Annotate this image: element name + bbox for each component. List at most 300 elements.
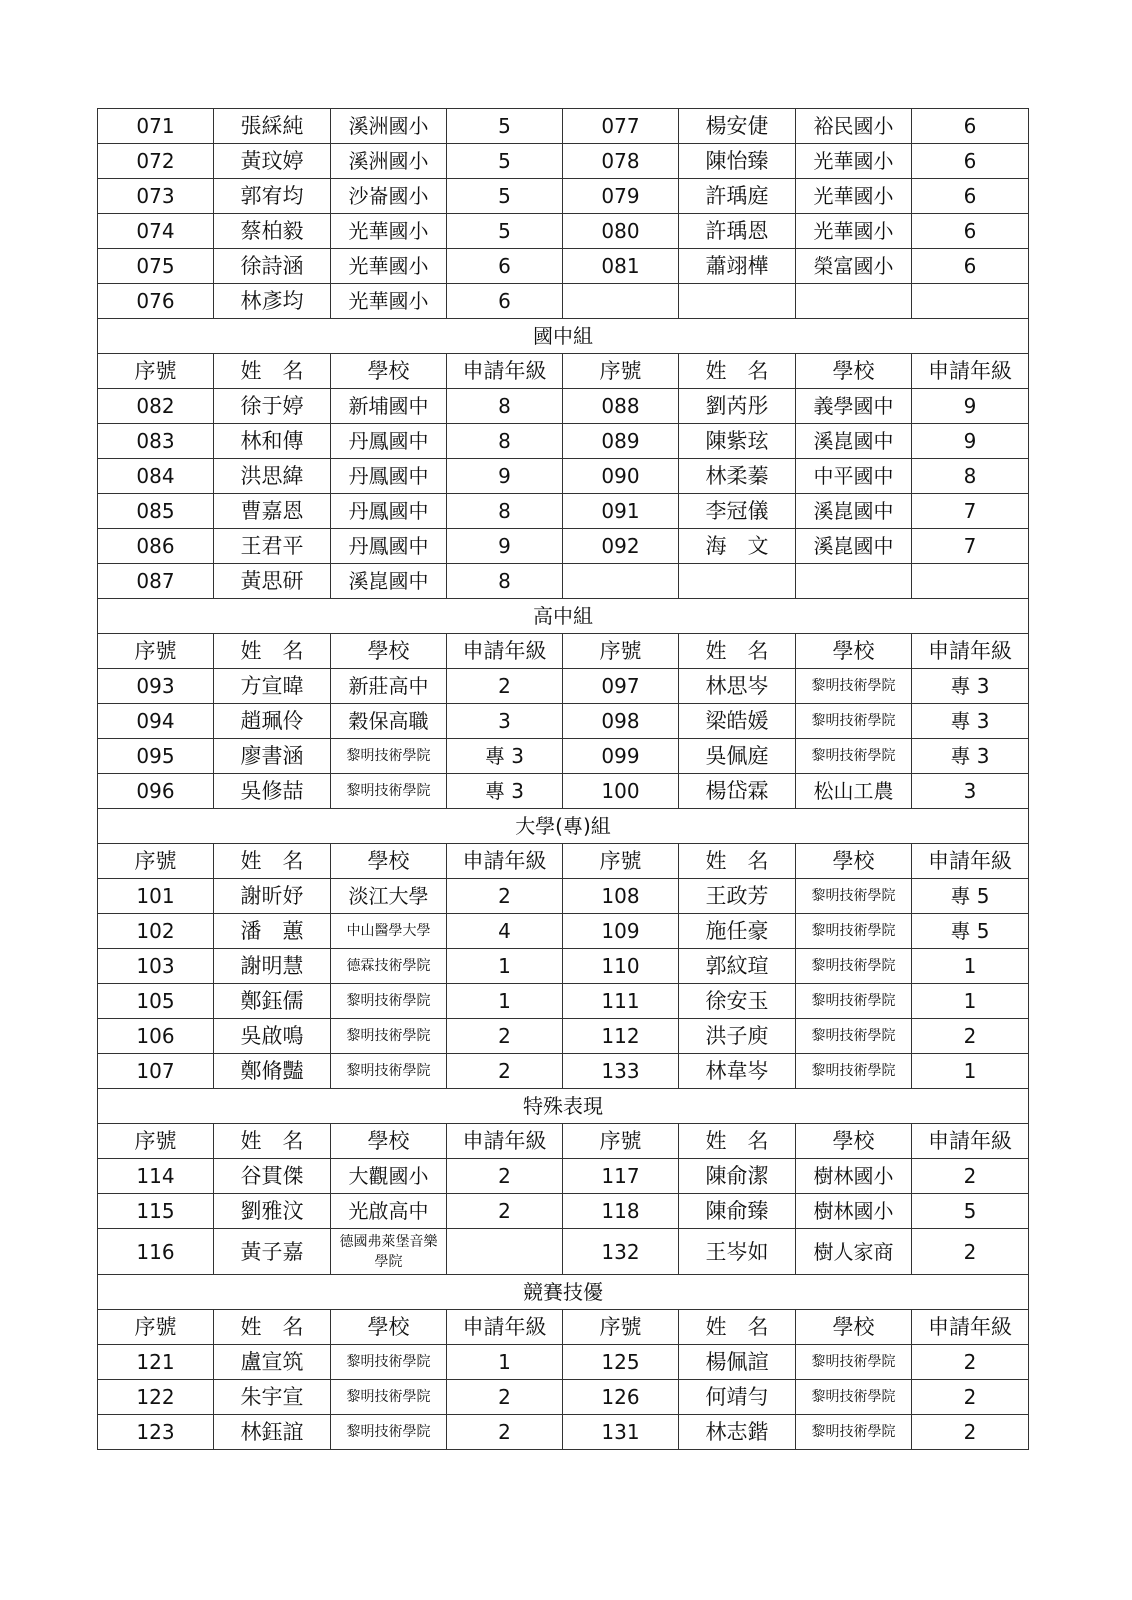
cell-grade: 1 xyxy=(912,949,1029,984)
cell-school: 光華國小 xyxy=(331,249,447,284)
cell-name: 王君平 xyxy=(214,529,331,564)
cell-name: 洪子庾 xyxy=(679,1019,796,1054)
column-header-name: 姓 名 xyxy=(679,1124,796,1159)
cell-seq: 081 xyxy=(563,249,679,284)
table-row xyxy=(98,109,1029,144)
column-header-grade: 申請年級 xyxy=(912,634,1029,669)
cell-school: 丹鳳國中 xyxy=(331,529,447,564)
column-header-seq: 序號 xyxy=(98,1124,214,1159)
cell-seq: 096 xyxy=(98,774,214,809)
cell-name: 鄭脩豔 xyxy=(214,1054,331,1089)
cell-school: 淡江大學 xyxy=(331,879,447,914)
cell-school: 丹鳳國中 xyxy=(331,494,447,529)
cell-name: 黃子嘉 xyxy=(214,1229,331,1275)
cell-grade: 4 xyxy=(447,914,563,949)
section-title-row xyxy=(98,319,1029,354)
cell-grade: 9 xyxy=(912,424,1029,459)
section-title-row xyxy=(98,809,1029,844)
table-row xyxy=(98,669,1029,704)
cell-grade: 9 xyxy=(447,459,563,494)
cell-seq: 110 xyxy=(563,949,679,984)
cell-name: 吳啟鳴 xyxy=(214,1019,331,1054)
cell-school: 溪崑國中 xyxy=(331,564,447,599)
cell-grade: 專 3 xyxy=(912,739,1029,774)
cell-seq: 073 xyxy=(98,179,214,214)
cell-seq: 105 xyxy=(98,984,214,1019)
cell-grade: 2 xyxy=(447,879,563,914)
cell-school: 黎明技術學院 xyxy=(331,984,447,1019)
column-header-school: 學校 xyxy=(331,1310,447,1345)
cell-seq: 121 xyxy=(98,1345,214,1380)
cell-seq: 126 xyxy=(563,1380,679,1415)
cell-name: 何靖勻 xyxy=(679,1380,796,1415)
cell-name: 洪思緯 xyxy=(214,459,331,494)
cell-grade xyxy=(447,1229,563,1275)
cell-name: 楊安倢 xyxy=(679,109,796,144)
table-row xyxy=(98,284,1029,319)
cell-school: 黎明技術學院 xyxy=(796,1054,912,1089)
cell-grade: 5 xyxy=(447,144,563,179)
cell-school: 丹鳳國中 xyxy=(331,459,447,494)
cell-school: 新埔國中 xyxy=(331,389,447,424)
cell-school: 溪崑國中 xyxy=(796,424,912,459)
cell-seq: 109 xyxy=(563,914,679,949)
cell-grade: 1 xyxy=(912,1054,1029,1089)
column-header-grade: 申請年級 xyxy=(912,844,1029,879)
cell-seq: 112 xyxy=(563,1019,679,1054)
cell-grade: 專 3 xyxy=(912,669,1029,704)
cell-seq: 107 xyxy=(98,1054,214,1089)
section-title: 國中組 xyxy=(98,319,1029,354)
cell-name: 方宣暐 xyxy=(214,669,331,704)
column-header-seq: 序號 xyxy=(563,354,679,389)
cell-grade: 2 xyxy=(447,1380,563,1415)
table-row xyxy=(98,914,1029,949)
column-header-school: 學校 xyxy=(331,1124,447,1159)
column-header-school: 學校 xyxy=(331,844,447,879)
cell-grade: 6 xyxy=(912,109,1029,144)
cell-name: 徐安玉 xyxy=(679,984,796,1019)
cell-school: 光華國小 xyxy=(796,144,912,179)
column-header-name: 姓 名 xyxy=(214,1310,331,1345)
cell-school: 穀保高職 xyxy=(331,704,447,739)
cell-school: 黎明技術學院 xyxy=(331,1054,447,1089)
column-header-row xyxy=(98,844,1029,879)
table-row xyxy=(98,494,1029,529)
cell-seq: 088 xyxy=(563,389,679,424)
cell-grade: 7 xyxy=(912,529,1029,564)
cell-grade: 2 xyxy=(912,1019,1029,1054)
cell-school: 黎明技術學院 xyxy=(796,914,912,949)
cell-grade: 1 xyxy=(912,984,1029,1019)
cell-name: 陳俞臻 xyxy=(679,1194,796,1229)
cell-school: 黎明技術學院 xyxy=(796,1380,912,1415)
cell-seq: 071 xyxy=(98,109,214,144)
cell-seq: 091 xyxy=(563,494,679,529)
cell-school: 義學國中 xyxy=(796,389,912,424)
cell-seq: 072 xyxy=(98,144,214,179)
cell-seq: 115 xyxy=(98,1194,214,1229)
cell-school: 大觀國小 xyxy=(331,1159,447,1194)
column-header-seq: 序號 xyxy=(563,634,679,669)
table-row xyxy=(98,1380,1029,1415)
section-title-row xyxy=(98,599,1029,634)
column-header-seq: 序號 xyxy=(98,844,214,879)
cell-school: 新莊高中 xyxy=(331,669,447,704)
cell-grade: 8 xyxy=(447,389,563,424)
cell-grade: 3 xyxy=(912,774,1029,809)
cell-grade: 專 3 xyxy=(912,704,1029,739)
cell-seq: 133 xyxy=(563,1054,679,1089)
table-row xyxy=(98,1019,1029,1054)
column-header-name: 姓 名 xyxy=(679,1310,796,1345)
cell-school: 樹林國小 xyxy=(796,1159,912,1194)
cell-school: 樹人家商 xyxy=(796,1229,912,1275)
cell-school: 黎明技術學院 xyxy=(331,1380,447,1415)
cell-name: 林思岑 xyxy=(679,669,796,704)
cell-school: 裕民國小 xyxy=(796,109,912,144)
cell-grade: 8 xyxy=(447,494,563,529)
cell-name: 曹嘉恩 xyxy=(214,494,331,529)
column-header-name: 姓 名 xyxy=(679,354,796,389)
cell-grade xyxy=(912,564,1029,599)
column-header-seq: 序號 xyxy=(98,1310,214,1345)
cell-school: 光華國小 xyxy=(796,179,912,214)
cell-seq: 084 xyxy=(98,459,214,494)
cell-grade: 2 xyxy=(447,1019,563,1054)
column-header-school: 學校 xyxy=(796,844,912,879)
cell-seq: 114 xyxy=(98,1159,214,1194)
cell-grade: 5 xyxy=(447,109,563,144)
cell-seq: 075 xyxy=(98,249,214,284)
table-row xyxy=(98,179,1029,214)
cell-grade: 8 xyxy=(447,564,563,599)
cell-seq: 076 xyxy=(98,284,214,319)
cell-name: 黃思研 xyxy=(214,564,331,599)
cell-grade: 2 xyxy=(912,1229,1029,1275)
column-header-name: 姓 名 xyxy=(214,1124,331,1159)
cell-grade: 8 xyxy=(912,459,1029,494)
cell-name: 廖書涵 xyxy=(214,739,331,774)
cell-name: 蔡柏毅 xyxy=(214,214,331,249)
column-header-name: 姓 名 xyxy=(214,634,331,669)
column-header-grade: 申請年級 xyxy=(912,354,1029,389)
cell-seq xyxy=(563,284,679,319)
cell-name: 吳修喆 xyxy=(214,774,331,809)
cell-grade: 1 xyxy=(447,984,563,1019)
cell-name: 劉芮彤 xyxy=(679,389,796,424)
cell-school: 丹鳳國中 xyxy=(331,424,447,459)
cell-name: 李冠儀 xyxy=(679,494,796,529)
cell-school: 黎明技術學院 xyxy=(331,1345,447,1380)
cell-name: 郭紋瑄 xyxy=(679,949,796,984)
cell-seq: 111 xyxy=(563,984,679,1019)
cell-seq: 074 xyxy=(98,214,214,249)
column-header-grade: 申請年級 xyxy=(447,1124,563,1159)
table-row xyxy=(98,1229,1029,1275)
cell-name: 楊岱霖 xyxy=(679,774,796,809)
cell-grade: 1 xyxy=(447,1345,563,1380)
applicant-table xyxy=(97,108,1029,1450)
section-title: 競賽技優 xyxy=(98,1275,1029,1310)
cell-seq: 106 xyxy=(98,1019,214,1054)
cell-name: 林韋岑 xyxy=(679,1054,796,1089)
cell-name: 蕭翊樺 xyxy=(679,249,796,284)
cell-school xyxy=(796,564,912,599)
column-header-row xyxy=(98,1310,1029,1345)
cell-school: 沙崙國小 xyxy=(331,179,447,214)
cell-grade: 5 xyxy=(447,214,563,249)
cell-school: 黎明技術學院 xyxy=(796,949,912,984)
column-header-row xyxy=(98,1124,1029,1159)
cell-grade xyxy=(912,284,1029,319)
cell-name: 趙珮伶 xyxy=(214,704,331,739)
cell-seq: 077 xyxy=(563,109,679,144)
cell-name: 謝明慧 xyxy=(214,949,331,984)
applicant-sheet xyxy=(97,108,1028,1450)
cell-school: 榮富國小 xyxy=(796,249,912,284)
cell-name: 徐于婷 xyxy=(214,389,331,424)
column-header-seq: 序號 xyxy=(563,844,679,879)
table-row xyxy=(98,529,1029,564)
cell-name: 張綵純 xyxy=(214,109,331,144)
cell-school: 黎明技術學院 xyxy=(796,1345,912,1380)
cell-grade: 9 xyxy=(912,389,1029,424)
cell-grade: 專 3 xyxy=(447,739,563,774)
cell-grade: 專 5 xyxy=(912,879,1029,914)
column-header-name: 姓 名 xyxy=(679,844,796,879)
cell-school: 黎明技術學院 xyxy=(331,739,447,774)
table-row xyxy=(98,389,1029,424)
cell-name xyxy=(679,564,796,599)
cell-seq: 095 xyxy=(98,739,214,774)
cell-seq: 093 xyxy=(98,669,214,704)
cell-seq: 102 xyxy=(98,914,214,949)
cell-seq: 082 xyxy=(98,389,214,424)
table-row xyxy=(98,424,1029,459)
cell-grade: 2 xyxy=(912,1159,1029,1194)
column-header-grade: 申請年級 xyxy=(912,1124,1029,1159)
cell-name: 謝昕妤 xyxy=(214,879,331,914)
column-header-school: 學校 xyxy=(796,1310,912,1345)
cell-grade: 6 xyxy=(912,214,1029,249)
cell-name: 黃玟婷 xyxy=(214,144,331,179)
cell-name: 盧宣筑 xyxy=(214,1345,331,1380)
cell-name: 陳紫玹 xyxy=(679,424,796,459)
column-header-row xyxy=(98,354,1029,389)
cell-grade: 1 xyxy=(447,949,563,984)
cell-grade: 專 3 xyxy=(447,774,563,809)
column-header-school: 學校 xyxy=(796,634,912,669)
cell-grade: 2 xyxy=(447,1159,563,1194)
column-header-grade: 申請年級 xyxy=(912,1310,1029,1345)
applicant-table-body xyxy=(98,109,1029,1450)
cell-name: 許瑀恩 xyxy=(679,214,796,249)
cell-grade: 5 xyxy=(912,1194,1029,1229)
cell-name: 徐詩涵 xyxy=(214,249,331,284)
cell-school: 光華國小 xyxy=(331,214,447,249)
cell-seq: 101 xyxy=(98,879,214,914)
cell-grade: 9 xyxy=(447,529,563,564)
cell-school: 黎明技術學院 xyxy=(796,1019,912,1054)
cell-school: 黎明技術學院 xyxy=(796,1415,912,1450)
cell-school: 黎明技術學院 xyxy=(796,669,912,704)
cell-school: 溪洲國小 xyxy=(331,109,447,144)
cell-seq: 103 xyxy=(98,949,214,984)
cell-school: 黎明技術學院 xyxy=(331,1019,447,1054)
cell-name: 梁皓媛 xyxy=(679,704,796,739)
cell-name: 鄭鈺儒 xyxy=(214,984,331,1019)
cell-school: 松山工農 xyxy=(796,774,912,809)
cell-seq: 125 xyxy=(563,1345,679,1380)
table-row xyxy=(98,214,1029,249)
cell-school: 樹林國小 xyxy=(796,1194,912,1229)
table-row xyxy=(98,984,1029,1019)
cell-grade: 6 xyxy=(912,249,1029,284)
cell-school: 黎明技術學院 xyxy=(331,774,447,809)
cell-name: 潘 蕙 xyxy=(214,914,331,949)
cell-name: 谷貫傑 xyxy=(214,1159,331,1194)
cell-grade: 2 xyxy=(447,1415,563,1450)
cell-school: 溪崑國中 xyxy=(796,494,912,529)
cell-seq: 098 xyxy=(563,704,679,739)
cell-seq: 100 xyxy=(563,774,679,809)
column-header-school: 學校 xyxy=(796,1124,912,1159)
cell-grade: 5 xyxy=(447,179,563,214)
cell-seq: 078 xyxy=(563,144,679,179)
cell-school: 黎明技術學院 xyxy=(796,739,912,774)
cell-seq: 118 xyxy=(563,1194,679,1229)
cell-name: 陳俞潔 xyxy=(679,1159,796,1194)
cell-school: 黎明技術學院 xyxy=(796,704,912,739)
column-header-grade: 申請年級 xyxy=(447,354,563,389)
cell-name: 許瑀庭 xyxy=(679,179,796,214)
cell-name xyxy=(679,284,796,319)
cell-name: 王政芳 xyxy=(679,879,796,914)
table-row xyxy=(98,1194,1029,1229)
cell-name: 林柔蓁 xyxy=(679,459,796,494)
cell-seq: 086 xyxy=(98,529,214,564)
table-row xyxy=(98,564,1029,599)
cell-seq: 122 xyxy=(98,1380,214,1415)
cell-school xyxy=(796,284,912,319)
column-header-grade: 申請年級 xyxy=(447,1310,563,1345)
column-header-school: 學校 xyxy=(331,634,447,669)
cell-name: 陳怡臻 xyxy=(679,144,796,179)
table-row xyxy=(98,249,1029,284)
cell-name: 吳佩庭 xyxy=(679,739,796,774)
cell-school: 溪洲國小 xyxy=(331,144,447,179)
table-row xyxy=(98,704,1029,739)
column-header-name: 姓 名 xyxy=(679,634,796,669)
column-header-seq: 序號 xyxy=(563,1310,679,1345)
cell-grade: 6 xyxy=(447,249,563,284)
cell-school: 光華國小 xyxy=(796,214,912,249)
cell-name: 海 文 xyxy=(679,529,796,564)
cell-seq: 080 xyxy=(563,214,679,249)
cell-grade: 2 xyxy=(447,1194,563,1229)
cell-seq: 092 xyxy=(563,529,679,564)
cell-name: 施任豪 xyxy=(679,914,796,949)
cell-name: 林鈺誼 xyxy=(214,1415,331,1450)
cell-school: 黎明技術學院 xyxy=(796,984,912,1019)
cell-name: 林志鍇 xyxy=(679,1415,796,1450)
cell-school: 德國弗萊堡音樂學院 xyxy=(331,1229,447,1275)
cell-seq: 094 xyxy=(98,704,214,739)
cell-seq: 132 xyxy=(563,1229,679,1275)
cell-grade: 6 xyxy=(447,284,563,319)
section-title: 高中組 xyxy=(98,599,1029,634)
cell-school: 溪崑國中 xyxy=(796,529,912,564)
column-header-name: 姓 名 xyxy=(214,844,331,879)
cell-grade: 2 xyxy=(447,669,563,704)
cell-seq: 079 xyxy=(563,179,679,214)
cell-name: 王岑如 xyxy=(679,1229,796,1275)
table-row xyxy=(98,774,1029,809)
cell-grade: 2 xyxy=(912,1415,1029,1450)
cell-name: 朱宇宣 xyxy=(214,1380,331,1415)
cell-seq: 116 xyxy=(98,1229,214,1275)
cell-name: 劉雅汶 xyxy=(214,1194,331,1229)
cell-seq: 085 xyxy=(98,494,214,529)
table-row xyxy=(98,879,1029,914)
cell-school: 光啟高中 xyxy=(331,1194,447,1229)
table-row xyxy=(98,949,1029,984)
cell-grade: 2 xyxy=(912,1345,1029,1380)
cell-seq: 097 xyxy=(563,669,679,704)
section-title-row xyxy=(98,1089,1029,1124)
table-row xyxy=(98,459,1029,494)
column-header-row xyxy=(98,634,1029,669)
cell-name: 楊佩諠 xyxy=(679,1345,796,1380)
table-row xyxy=(98,144,1029,179)
cell-seq: 089 xyxy=(563,424,679,459)
section-title-row xyxy=(98,1275,1029,1310)
cell-school: 黎明技術學院 xyxy=(331,1415,447,1450)
column-header-seq: 序號 xyxy=(98,354,214,389)
table-row xyxy=(98,1054,1029,1089)
cell-grade: 6 xyxy=(912,144,1029,179)
cell-seq: 117 xyxy=(563,1159,679,1194)
column-header-school: 學校 xyxy=(331,354,447,389)
column-header-seq: 序號 xyxy=(98,634,214,669)
table-row xyxy=(98,1415,1029,1450)
cell-seq: 131 xyxy=(563,1415,679,1450)
cell-grade: 2 xyxy=(447,1054,563,1089)
cell-seq: 108 xyxy=(563,879,679,914)
cell-seq: 099 xyxy=(563,739,679,774)
section-title: 大學(專)組 xyxy=(98,809,1029,844)
cell-grade: 專 5 xyxy=(912,914,1029,949)
cell-grade: 2 xyxy=(912,1380,1029,1415)
cell-seq: 123 xyxy=(98,1415,214,1450)
cell-school: 德霖技術學院 xyxy=(331,949,447,984)
table-row xyxy=(98,1159,1029,1194)
cell-school: 中平國中 xyxy=(796,459,912,494)
cell-seq: 087 xyxy=(98,564,214,599)
section-title: 特殊表現 xyxy=(98,1089,1029,1124)
column-header-grade: 申請年級 xyxy=(447,634,563,669)
column-header-grade: 申請年級 xyxy=(447,844,563,879)
cell-name: 郭宥均 xyxy=(214,179,331,214)
cell-school: 光華國小 xyxy=(331,284,447,319)
cell-seq: 090 xyxy=(563,459,679,494)
column-header-name: 姓 名 xyxy=(214,354,331,389)
column-header-seq: 序號 xyxy=(563,1124,679,1159)
cell-grade: 8 xyxy=(447,424,563,459)
cell-school: 黎明技術學院 xyxy=(796,879,912,914)
cell-grade: 7 xyxy=(912,494,1029,529)
